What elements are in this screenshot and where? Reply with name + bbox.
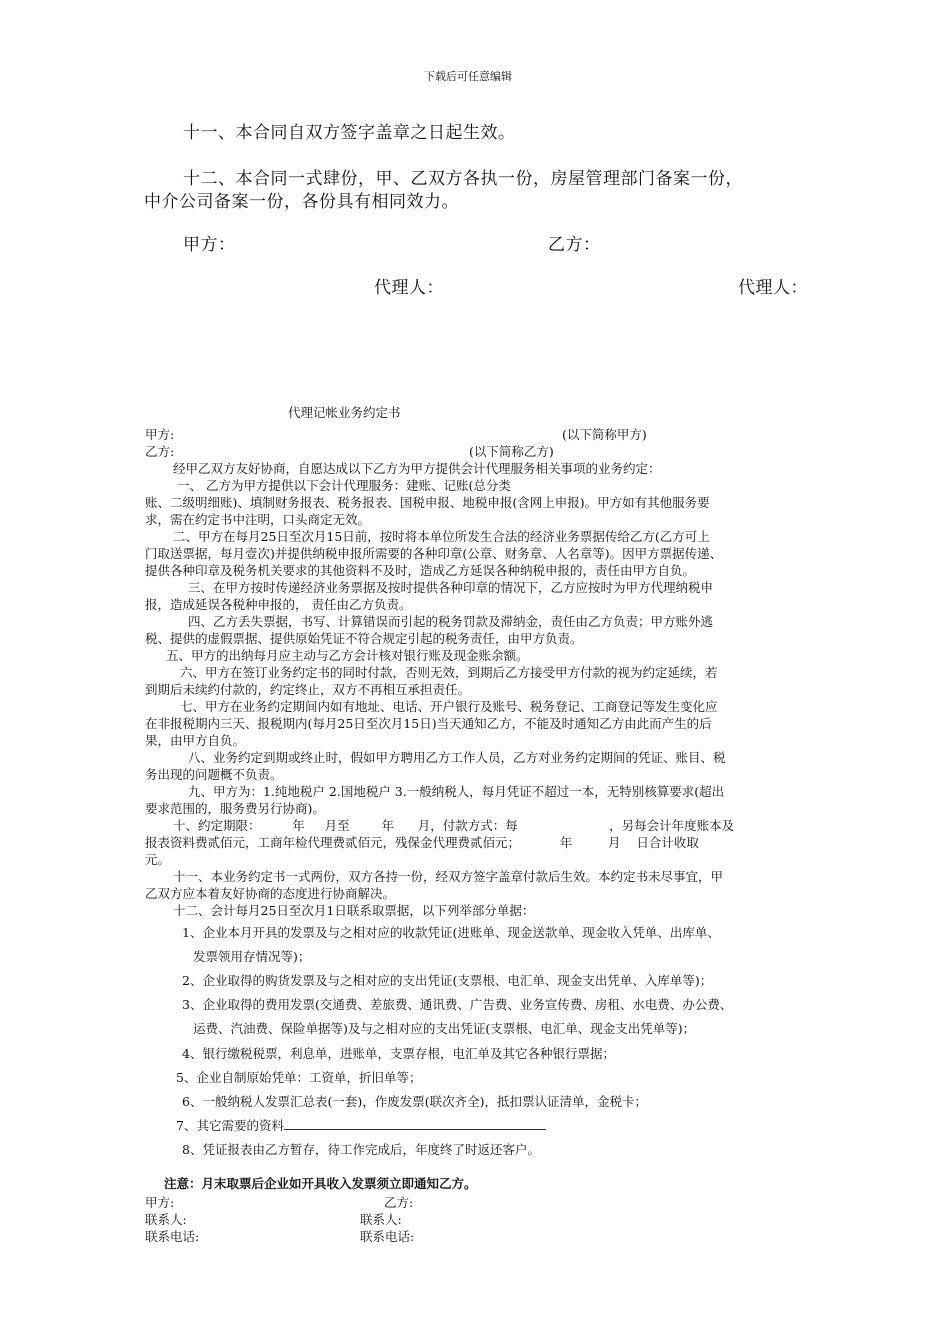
top-agent-a: 代理人： (374, 278, 444, 298)
clause-11-line1: 十一、本业务约定书一式两份，双方各持一份，经双方签字盖章付款后生效。本约定书未尽事宜，甲 (173, 869, 724, 884)
clause-5-line1: 五、甲方的出纳每月应主动与乙方会计核对银行账及现金账余额。 (166, 648, 529, 663)
clause-7-line1: 七、甲方在业务约定期间内如有地址、电话、开户银行及账号、税务登记、工商登记等发生变化应 (180, 699, 718, 714)
top-party-b: 乙方： (548, 235, 601, 255)
list-item: 2、企业取得的购货发票及与之相对应的支出凭证(支票根、电汇单、现金支出凭单、入库单等)； (182, 973, 713, 988)
party-a-note: (以下简称甲方) (562, 427, 647, 442)
notice: 注意：月末取票后企业如开具收入发票须立即通知乙方。 (164, 1176, 477, 1191)
clause-10-line2: 报表资料费贰佰元，工商年检代理费贰佰元，残保金代理费贰佰元； 年 月 日合计收取 (145, 835, 699, 850)
clause-2-line1: 二、甲方在每月25日至次月15日前，按时将本单位所发生合法的经济业务票据传给乙方(乙方可上 (173, 529, 710, 544)
sign-phone-a: 联系电话: (145, 1229, 200, 1244)
list-item: 发票领用存情况等)； (193, 949, 311, 964)
list-item: 3、企业取得的费用发票(交通费、差旅费、通讯费、广告费、业务宣传费、房租、水电费、办公费、 (182, 997, 733, 1012)
clause-4-line2: 税、提供的虚假票据、提供原始凭证不符合规定引起的税务责任，由甲方负责。 (145, 631, 583, 646)
list-item: 1、企业本月开具的发票及与之相对应的收款凭证(进账单、现金送款单、现金收入凭单、出库单、 (182, 925, 720, 940)
list-item: 5、企业自制原始凭单：工资单，折旧单等； (176, 1070, 422, 1085)
clause-6-line1: 六、甲方在签订业务约定书的同时付款，否则无效，到期后乙方接受甲方付款的视为约定延续，若 (180, 665, 718, 680)
top-party-a: 甲方： (183, 235, 236, 255)
clause-3-line1: 三、在甲方按时传递经济业务票据及按时提供各种印章的情况下，乙方应按时为甲方代理纳税申 (188, 580, 714, 595)
clause-7-line2: 在非报税期内三天、报税期内(每月25日至次月15日)当天通知乙方，不能及时通知乙方由此而产生的后 (145, 716, 712, 731)
clause-2-line2: 门取送票据，每月壹次)并提供纳税申报所需要的各种印章(公章、财务章、人名章等)。因甲方票据传递、 (145, 546, 723, 561)
top-clause-12-line2: 中介公司备案一份，各份具有相同效力。 (144, 192, 459, 212)
sign-contact-b: 联系人: (360, 1212, 402, 1227)
top-clause-11: 十一、本合同自双方签字盖章之日起生效。 (183, 123, 516, 143)
fill-in-blank[interactable] (284, 1118, 546, 1130)
top-clause-12-line1: 十二、本合同一式肆份，甲、乙双方各执一份，房屋管理部门备案一份， (183, 169, 743, 189)
clause-11-line2: 乙双方应本着友好协商的态度进行协商解决。 (145, 886, 396, 901)
clause-6-line2: 到期后未续约付款的，约定终止，双方不再相互承担责任。 (145, 682, 471, 697)
list-item: 运费、汽油费、保险单据等)及与之相对应的支出凭证(支票根、电汇单、现金支出凭单等)； (193, 1021, 696, 1036)
list-item: 6、一般纳税人发票汇总表(一套)，作废发票(联次齐全)，抵扣票认证清单，金税卡； (182, 1094, 647, 1109)
list-item (176, 1117, 546, 1134)
clause-7-line3: 果，由甲方自负。 (145, 733, 246, 748)
list-item-text: 7、其它需要的资料 (176, 1118, 284, 1133)
list-item: 4、银行缴税税票，利息单，进账单，支票存根，电汇单及其它各种银行票据； (182, 1046, 615, 1061)
clause-1-line2: 账、二级明细账)、填制财务报表、税务报表、国税申报、地税申报(含网上申报)。甲方如有其他服务要 (145, 495, 710, 510)
list-item: 8、凭证报表由乙方暂存，待工作完成后，年度终了时返还客户。 (182, 1142, 540, 1157)
sign-party-b: 乙方: (384, 1195, 414, 1210)
clause-1-line3: 求，需在约定书中注明，口头商定无效。 (145, 512, 371, 527)
clause-10-line3: 元。 (145, 852, 171, 867)
party-a-label: 甲方: (145, 427, 175, 442)
clause-1-line1: 一、 乙方为甲方提供以下会计代理服务：建账、记账(总分类 (177, 478, 511, 493)
party-b-note: (以下简称乙方) (469, 444, 554, 459)
clause-8-line2: 务出现的问题概不负责。 (145, 767, 283, 782)
sign-party-a: 甲方: (145, 1195, 175, 1210)
clause-8-line1: 八、业务约定到期或终止时，假如甲方聘用乙方工作人员，乙方对业务约定期间的凭证、账目、税 (188, 750, 726, 765)
clause-9-line1: 九、甲方为：1.纯地税户 2.国地税户 3.一般纳税人，每月凭证不超过一本，无特别核算要求(超出 (188, 784, 725, 799)
page-header: 下载后可任意编辑 (424, 70, 512, 83)
clause-2-line3: 提供各种印章及税务机关要求的其他资料不及时，造成乙方延误各种纳税申报的，责任由甲方自负。 (145, 563, 696, 578)
agreement-title: 代理记帐业务约定书 (288, 405, 401, 420)
top-agent-b: 代理人： (738, 278, 808, 298)
clause-4-line1: 四、乙方丢失票据，书写、计算错误而引起的税务罚款及滞纳金，责任由乙方负责；甲方账外逃 (188, 614, 714, 629)
clause-9-line2: 要求范围的，服务费另行协商)。 (145, 801, 325, 816)
clause-10-line1: 十、约定期限： 年 月至 年 月，付款方式：每 ，另每会计年度账本及 (173, 818, 735, 833)
sign-phone-b: 联系电话: (360, 1229, 415, 1244)
sign-contact-a: 联系人: (145, 1212, 187, 1227)
party-b-label: 乙方: (145, 444, 175, 459)
agreement-intro: 经甲乙双方友好协商，自愿达成以下乙方为甲方提供会计代理服务相关事项的业务约定： (173, 461, 661, 476)
clause-12-line1: 十二、会计每月25日至次月1日联系取票据，以下列举部分单据： (173, 903, 535, 918)
clause-3-line2: 报，造成延误各税种申报的， 责任由乙方负责。 (145, 597, 412, 612)
